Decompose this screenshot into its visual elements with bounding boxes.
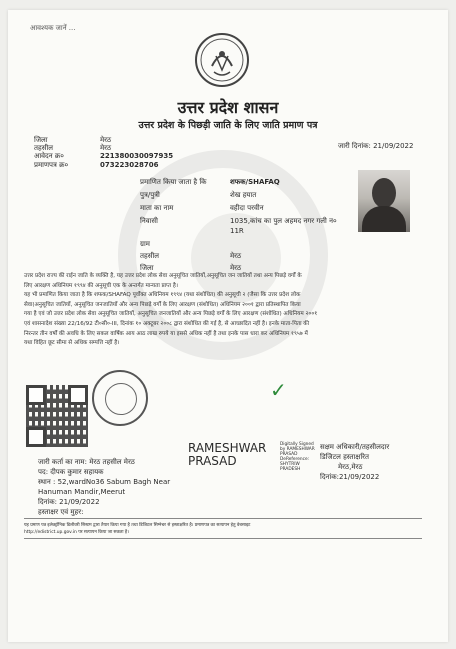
body-line: सेवा(अनुसूचित जातियों, अनुसूचित जनजातियों और अन्य पिछड़े वर्गों के लिए आरक्षण (संशोधित) अधिनियम २००१ द्वारा प्रतिस्थापित किया	[24, 301, 301, 308]
issuer-date: दिनांक: 21/09/2022	[38, 498, 100, 506]
body-line: उत्तर प्रदेश राज्य की राईन जाति के व्यक्ति है, यह उत्तर प्रदेश लोक सेवा अनुसूचित जातियों,अनुसूचित जन जातियों तथा अन्य पिछड़े वर्गों के	[24, 273, 302, 279]
holder-address-value-2: 11R	[230, 227, 244, 235]
holder-name: शफक/SHAFAQ	[230, 178, 280, 186]
meta-tehsil-value: मेरठ	[100, 144, 112, 152]
authority-place: मेरठ,मेरठ	[338, 463, 363, 471]
body-line: यह भी प्रमाणित किया जाता है कि शफक/SHAFAQ पूर्वोक्त अधिनियम १९९४ (यथा संशोधित) की अनुसूची २ (जैसा कि उत्तर प्रदेश लोक	[24, 292, 301, 299]
body-line: गया है एवं जो उत्तर प्रदेश लोक सेवा अनुसूचित जातियों, अनुसूचित जनजातियों और अन्य पिछड़े वर्गों के लिए आरक्षण (संशोधित) अधिनियम २००१	[24, 311, 318, 318]
meta-application-value: 221380030097935	[100, 152, 174, 160]
issuer-sign-label: हस्ताक्षर एवं मुहर:	[38, 508, 84, 516]
meta-application-label: आवेदन क्र०	[34, 152, 64, 160]
authority-digital: डिजिटल हस्ताक्षरित	[320, 453, 369, 461]
holder-address-value: 1035,कांच का पुल अहमद नगर गली न०	[230, 217, 337, 225]
holder-tehsil-value: मेरठ	[230, 252, 242, 260]
footer-line: यह प्रमाण पत्र इलेक्ट्रॉनिक डिलीवरी सिस्टम द्वारा तैयार किया गया है तथा डिजिटल सिग्नेचर से हस्ताक्षरित है। प्रमाणपत्र का सत्यापन हेतु वेबसाइट	[24, 523, 251, 528]
signer-name: RAMESHWAR PRASAD	[188, 441, 267, 468]
digital-signature-note: Digitally Signed by RAMESHWAR PRASAD DeReference: SHYTRIW PRADESH	[280, 442, 315, 472]
certificate-page	[8, 10, 448, 642]
holder-address-label: निवासी	[140, 217, 158, 225]
qr-code	[26, 385, 88, 447]
body-line: निरन्तर तीन वर्षों की अवधि के लिए सकल वार्षिक आय आठ लाख रुपये या इससे अधिक नहीं है तथा इनके पास धारा कर अधिनियम १९५७ में	[24, 330, 308, 337]
body-line: एवं शासनादेश संख्या 22/16/92 टी०सी०-III, दिनांक १० अक्टूबर २००८ द्वारा संशोधित की गई है, से आच्छादित नहीं है। इनके माता-पिता की	[24, 320, 310, 327]
certificate-body	[24, 272, 422, 349]
holder-photo	[358, 170, 410, 232]
meta-certificate-value: 073223028706	[100, 161, 159, 169]
issuer-place: स्थान : 52,wardNo36 Sabum Bagh Near	[38, 478, 171, 486]
certificate-subtitle: उत्तर प्रदेश के पिछड़ी जाति के लिए जाति प्रमाण पत्र	[138, 120, 318, 131]
holder-certify-label: प्रमाणित किया जाता है कि	[140, 178, 207, 186]
body-line: लिए आरक्षण अधिनियम १९९४ की अनुसूची एक के अन्तर्गत मान्यता प्राप्त है।	[24, 282, 178, 289]
holder-mother-value: वहीदा परवीन	[230, 204, 264, 212]
holder-tehsil-label: तहसील	[140, 252, 159, 260]
holder-village-label: ग्राम	[140, 240, 150, 248]
footer-divider	[24, 538, 422, 539]
footer-divider	[24, 518, 422, 519]
meta-certificate-label: प्रमाणपत्र क्र०	[34, 161, 69, 169]
holder-district-value: मेरठ	[230, 264, 242, 272]
footer-note	[24, 522, 250, 536]
issuer-place-2: Hanuman Mandir,Meerut	[38, 488, 126, 496]
issuer-name: जारी कर्ता का नाम: मेरठ तहसील मेरठ	[38, 458, 135, 466]
authority-date: दिनांक:21/09/2022	[320, 473, 380, 481]
holder-district-label: जिला	[140, 264, 154, 272]
body-line: यथा विहित छूट सीमा से अधिक सम्पत्ति नहीं है।	[24, 340, 120, 347]
footer-line: http://edistrict.up.gov.in पर सत्यापन किया जा सकता है।	[24, 530, 129, 535]
holder-mother-label: माता का नाम	[140, 204, 174, 212]
holder-parent-label: पुत्र/पुत्री	[140, 191, 160, 199]
top-note: आवश्यक जानें ...	[30, 24, 76, 32]
signature-valid-check-icon: ✓	[270, 378, 287, 402]
holder-parent-value: शेख हयात	[230, 191, 257, 199]
meta-tehsil-label: तहसील	[34, 144, 53, 152]
official-stamp	[92, 370, 148, 426]
certificate-title: उत्तर प्रदेश शासन	[177, 98, 279, 117]
issuer-post: पद: दीपक कुमार सहायक	[38, 468, 104, 476]
authority-title: सक्षम अधिकारी/तहसीलदार	[320, 443, 390, 451]
up-emblem-icon	[194, 32, 250, 88]
meta-district-value: मेरठ	[100, 136, 112, 144]
issue-date: जारी दिनांक: 21/09/2022	[338, 142, 414, 150]
meta-district-label: जिला	[34, 136, 48, 144]
